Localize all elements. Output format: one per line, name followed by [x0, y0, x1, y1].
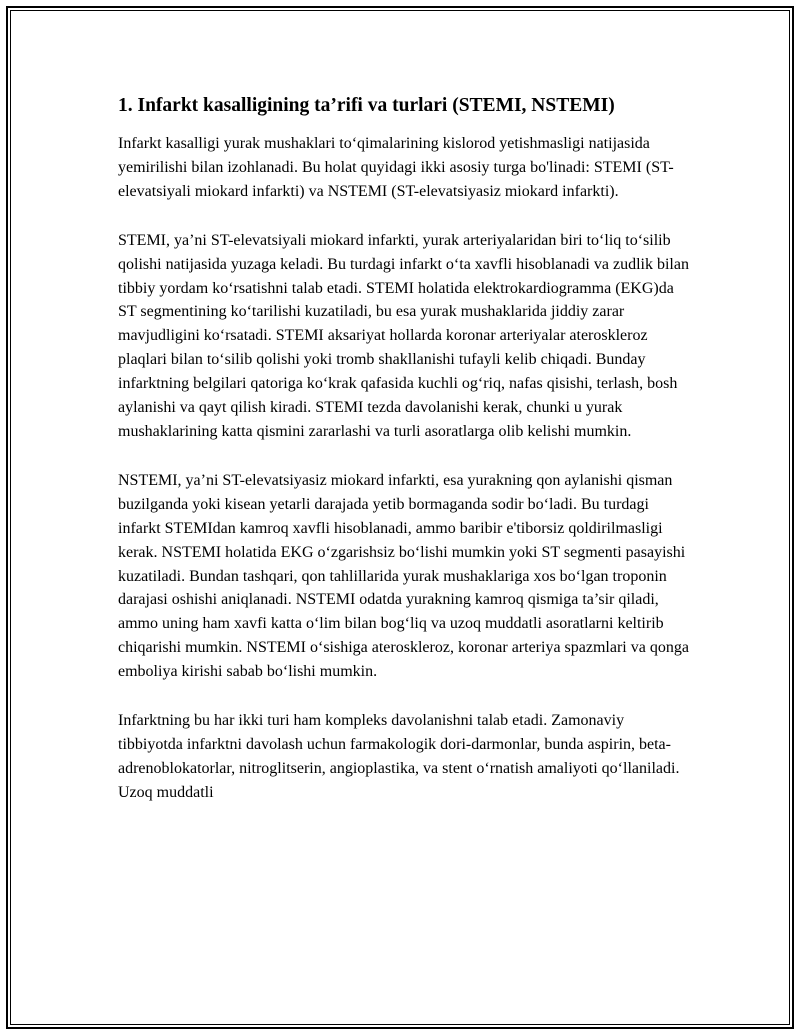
- paragraph-stemi: STEMI, ya’ni ST-elevatsiyali miokard infarkti, yurak arteriyalaridan biri to‘liq to‘silib qolishi natijasida yuzaga keladi. Bu turdagi infarkt o‘ta xavfli hisoblanadi va zudlik bilan tibbiy yordam ko‘rsatishni talab etadi. STEMI holatida elektrokardiogramma (EKG)da ST segmentining ko‘tarilishi kuzatiladi, bu esa yurak mushaklarida jiddiy zarar mavjudligini ko‘rsatadi. STEMI aksariyat hollarda koronar arteriyalar ateroskleroz plaqlari bilan to‘silib qolishi yoki tromb shakllanishi tufayli kelib chiqadi. Bunday infarktning belgilari qatoriga ko‘krak qafasida kuchli og‘riq, nafas qisishi, terlash, bosh aylanishi va qayt qilish kiradi. STEMI tezda davolanishi kerak, chunki u yurak mushaklarining katta qismini zararlashi va turli asoratlarga olib kelishi mumkin.: [118, 231, 689, 440]
- section-heading: 1. Infarkt kasalligining ta’rifi va turlari (STEMI, NSTEMI): [118, 95, 615, 116]
- document-body: [118, 92, 690, 830]
- paragraph-treatment: Infarktning bu har ikki turi ham kompleks davolanishni talab etadi. Zamonaviy tibbiyotda infarktni davolash uchun farmakologik dori-darmonlar, bunda aspirin, beta-adrenoblokatorlar, nitroglitserin, angioplastika, va stent o‘rnatish amaliyoti qo‘llaniladi. Uzoq muddatli: [118, 712, 680, 801]
- paragraph-intro: Infarkt kasalligi yurak mushaklari to‘qimalarining kislorod yetishmasligi natijasida yemirilishi bilan izohlanadi. Bu holat quyidagi ikki asosiy turga bo'linadi: STEMI (ST-elevatsiyali miokard infarkti) va NSTEMI (ST-elevatsiyasiz miokard infarkti).: [118, 135, 674, 200]
- paragraph-nstemi: NSTEMI, ya’ni ST-elevatsiyasiz miokard infarkti, esa yurakning qon aylanishi qisman buzilganda yoki kisean yetarli darajada yetib bormaganda sodir bo‘ladi. Bu turdagi infarkt STEMIdan kamroq xavfli hisoblanadi, ammo baribir e'tiborsiz qoldirilmasligi kerak. NSTEMI holatida EKG o‘zgarishsiz bo‘lishi mumkin yoki ST segmenti pasayishi kuzatiladi. Bundan tashqari, qon tahlillarida yurak mushaklariga xos bo‘lgan troponin darajasi oshishi aniqlanadi. NSTEMI odatda yurakning kamroq qismiga ta’sir qiladi, ammo uning ham xavfi katta o‘lim bilan bog‘liq va uzoq muddatli asoratlarni keltirib chiqarishi mumkin. NSTEMI o‘sishiga ateroskleroz, koronar arteriya spazmlari va qonga emboliya kirishi sabab bo‘lishi mumkin.: [118, 471, 689, 681]
